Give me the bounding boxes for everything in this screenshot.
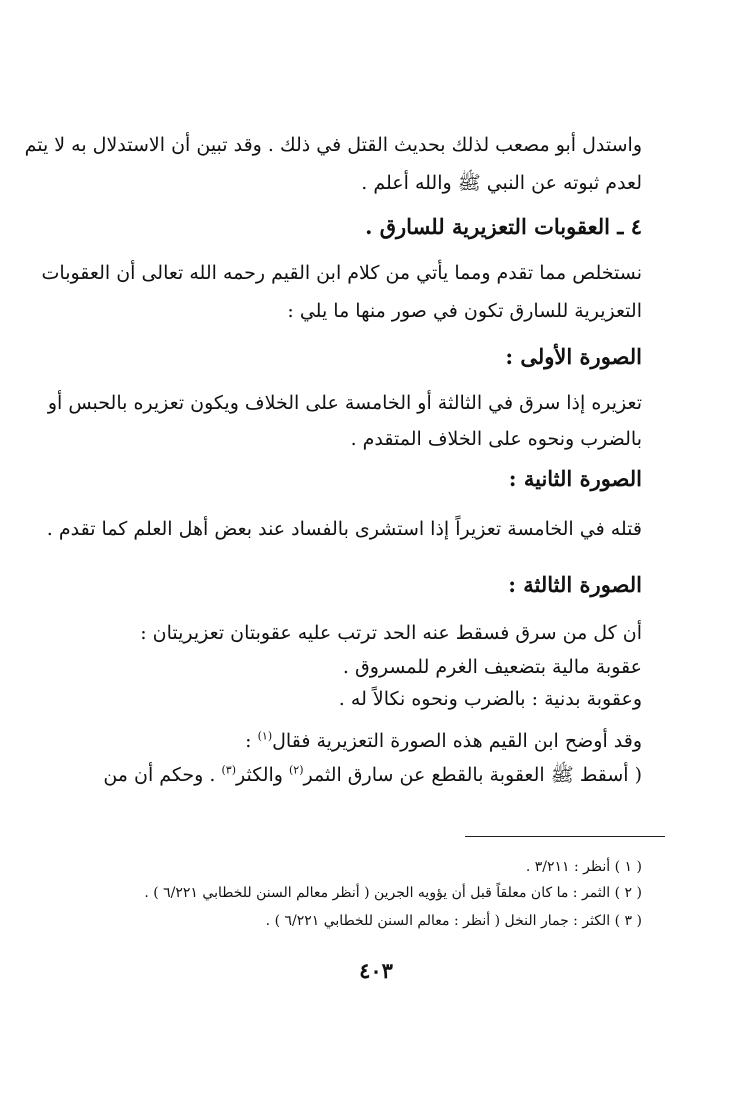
form3-line1: أن كل من سرق فسقط عنه الحد ترتب عليه عقوبتان تعزيريتان :	[140, 622, 642, 644]
footnote-ref-2: (٢)	[288, 763, 304, 777]
form3-line2: عقوبة مالية بتضعيف الغرم للمسروق .	[342, 656, 642, 678]
form2-line1: قتله في الخامسة تعزيراً إذا استشرى بالفساد عند بعض أهل العلم كما تقدم .	[46, 518, 642, 540]
form1-line1: تعزيره إذا سرق في الثالثة أو الخامسة على الخلاف ويكون تعزيره بالحبس أو	[47, 392, 642, 414]
paragraph1-line1: واستدل أبو مصعب لذلك بحديث القتل في ذلك . وقد تبين أن الاستدلال به لا يتم	[24, 134, 642, 156]
form3-line4-text: وقد أوضح ابن القيم هذه الصورة التعزيرية فقال	[272, 730, 642, 752]
form3-heading: الصورة الثالثة :	[508, 572, 642, 597]
section-heading: ٤ ـ العقوبات التعزيرية للسارق .	[365, 214, 642, 239]
form3-line5-b: والكثر	[235, 764, 289, 786]
form1-heading: الصورة الأولى :	[505, 344, 642, 369]
footnote-ref-1: (١)	[257, 729, 273, 743]
form3-line5	[100, 758, 642, 792]
footnote-3: ( ٣ ) الكثر : جمار النخل ( أنظر : معالم السنن للخطابي ٦/٢٢١ ) .	[265, 913, 642, 929]
intro-line1: نستخلص مما تقدم ومما يأتي من كلام ابن القيم رحمه الله تعالى أن العقوبات	[41, 262, 642, 284]
footnote-ref-3: (٣)	[221, 763, 236, 777]
footnote-1: ( ١ ) أنظر : ٣/٢١١ .	[525, 859, 642, 875]
paragraph1-line2: لعدم ثبوته عن النبي ﷺ والله أعلم .	[361, 172, 642, 194]
form3-line4	[100, 724, 642, 758]
form1-line2: بالضرب ونحوه على الخلاف المتقدم .	[350, 428, 642, 450]
form3-line3: وعقوبة بدنية : بالضرب ونحوه نكالاً له .	[338, 688, 642, 710]
footnote-2: ( ٢ ) الثمر : ما كان معلقاً قبل أن يؤويه الجرين ( أنظر معالم السنن للخطابي ٦/٢٢١ ) .	[144, 885, 642, 901]
footnote-separator	[465, 836, 665, 837]
form3-line5-a: ( أسقط ﷺ العقوبة بالقطع عن سارق الثمر	[303, 764, 642, 786]
intro-line2: التعزيرية للسارق تكون في صور منها ما يلي :	[287, 300, 642, 322]
form3-line5-c: . وحكم أن من	[103, 764, 222, 786]
form3-line4-end: :	[245, 730, 258, 752]
page-number: ٤٠٣	[359, 958, 393, 983]
form2-heading: الصورة الثانية :	[508, 466, 642, 491]
